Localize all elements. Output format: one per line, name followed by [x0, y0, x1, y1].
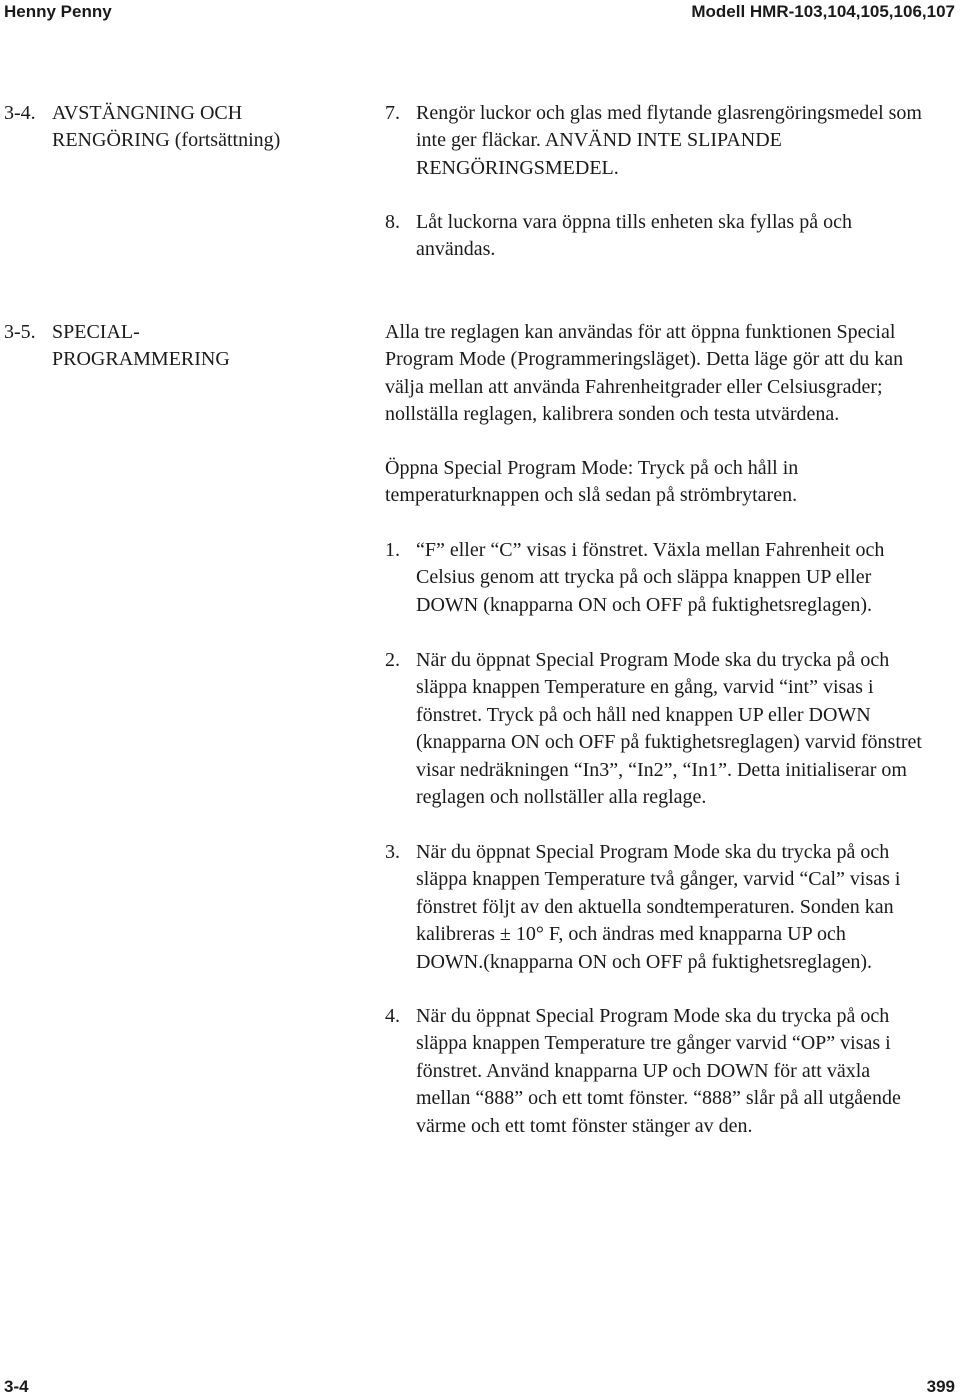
header-brand: Henny Penny: [4, 2, 112, 21]
section-title-line1: AVSTÄNGNING OCH: [52, 102, 243, 124]
step-number: 4.: [385, 1005, 400, 1027]
item-number: 7.: [385, 102, 400, 124]
header-model: Modell HMR-103,104,105,106,107: [691, 2, 955, 21]
section-number: 3-5.: [4, 321, 36, 343]
footer-section-page: 3-4: [4, 1377, 29, 1396]
step-number: 2.: [385, 649, 400, 671]
step-text: “F” eller “C” visas i fönstret. Växla mellan Fahrenheit och Celsius genom att trycka på och släppa knappen UP eller DOWN (knapparna ON och OFF på fuktighetsreglagen).: [416, 539, 885, 616]
footer-page-number: 399: [926, 1377, 955, 1396]
section-title-line2: PROGRAMMERING: [52, 348, 230, 370]
open-instruction-paragraph: Öppna Special Program Mode: Tryck på och håll in temperaturknappen och slå sedan på strömbrytaren.: [385, 457, 799, 507]
step-text: När du öppnat Special Program Mode ska du trycka på och släppa knappen Temperature tre gånger varvid “OP” visas i fönstret. Använd knapparna UP och DOWN för att växla mellan “888” och ett tomt fönster. “888” slår på all utgående värme och ett tomt fönster stänger av den.: [416, 1005, 901, 1137]
section-title-line1: SPECIAL-: [52, 321, 140, 343]
step-text: När du öppnat Special Program Mode ska du trycka på och släppa knappen Temperature en gång, varvid “int” visas i fönstret. Tryck på och håll ned knappen UP eller DOWN (knapparna ON och OFF på fuktighetsreglagen) varvid fönstret visar nedräkningen “In3”, “In2”, “In1”. Detta initialiserar om reglagen och nollställer alla reglage.: [416, 649, 922, 809]
step-number: 3.: [385, 841, 400, 863]
item-number: 8.: [385, 211, 400, 233]
section-intro-paragraph: Alla tre reglagen kan användas för att öppna funktionen Special Program Mode (Programmeringsläget). Detta läge gör att du kan välja mellan att använda Fahrenheitgrader eller Celsiusgrader; nollställa reglagen, kalibrera sonden och testa utvärdena.: [385, 321, 904, 426]
step-number: 1.: [385, 539, 400, 561]
section-number: 3-4.: [4, 102, 36, 124]
item-text: Låt luckorna vara öppna tills enheten ska fyllas på och användas.: [416, 211, 852, 261]
item-text: Rengör luckor och glas med flytande glasrengöringsmedel som inte ger fläckar. ANVÄND INTE SLIPANDE RENGÖRINGSMEDEL.: [416, 102, 922, 179]
section-title-line2: RENGÖRING (fortsättning): [52, 129, 281, 151]
step-text: När du öppnat Special Program Mode ska du trycka på och släppa knappen Temperature två gånger, varvid “Cal” visas i fönstret följt av den aktuella sondtemperaturen. Sonden kan kalibreras ± 10° F, och ändras med knapparna UP och DOWN.(knapparna ON och OFF på fuktighetsreglagen).: [416, 841, 901, 973]
